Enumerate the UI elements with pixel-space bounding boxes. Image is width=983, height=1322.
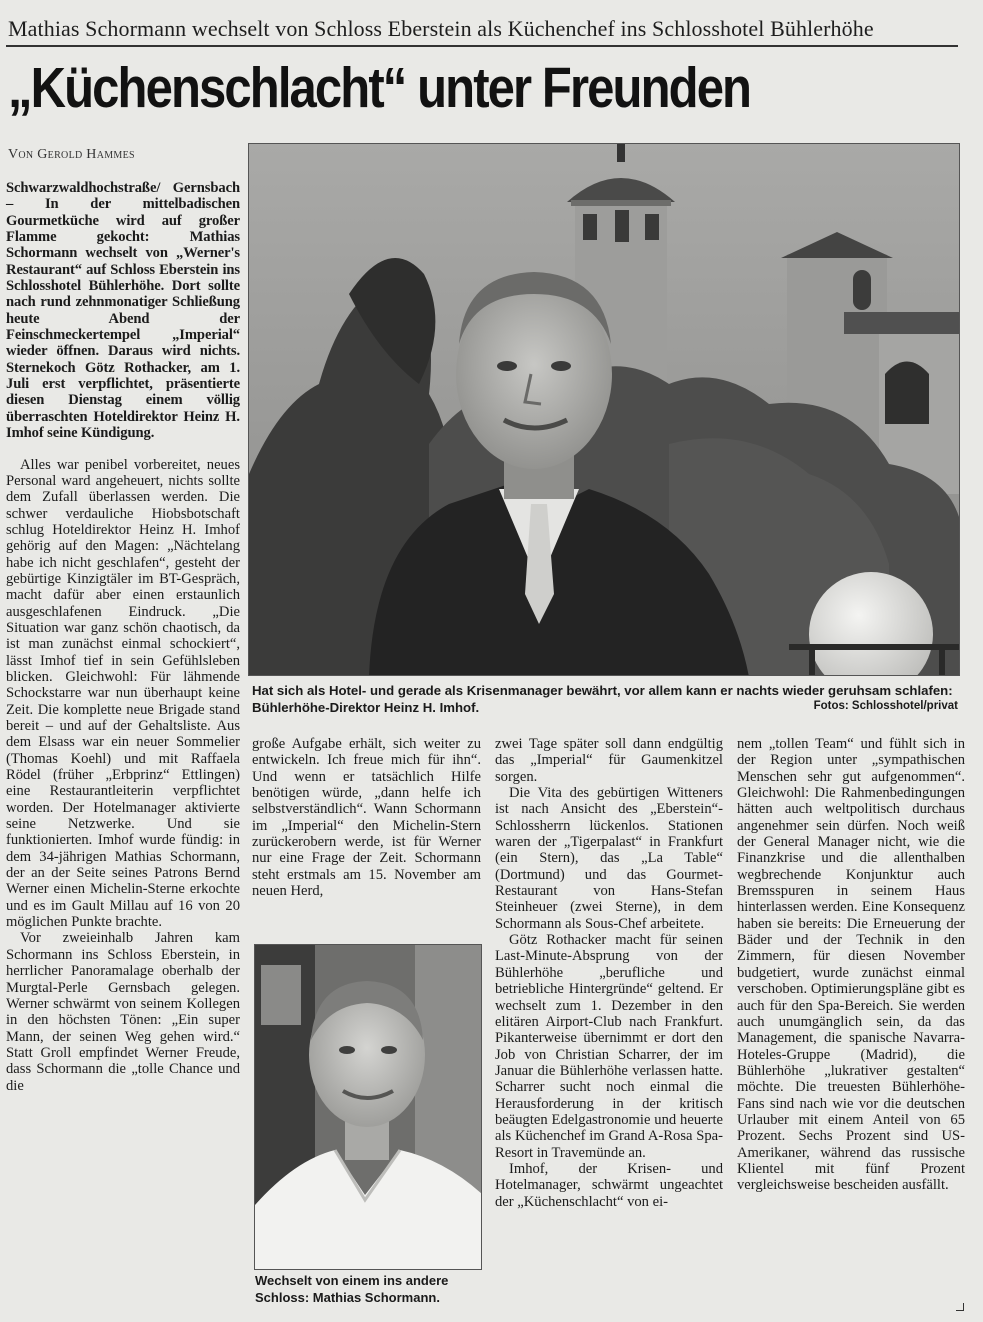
main-photo-caption: Hat sich als Hotel- und gerade als Krisenmanager bewährt, vor allem kann er nachts wieder geruhsam schlafen: Bühlerhöhe-Direktor Heinz H. Imhof. bbox=[252, 683, 953, 715]
main-photo-image bbox=[249, 144, 960, 676]
lead-paragraph: Schwarzwaldhochstraße/ Gernsbach – In der mittelbadischen Gourmetküche wird auf großer Flamme gekocht: Mathias Schormann wechselt von „Werner's Restaurant“ auf Schloss Eberstein ins Schlosshotel Bühlerhöhe. Dort sollte nach rund zehnmonatiger Schließung heute Abend der Feinschmeckertempel „Imperial“ wieder öffnen. Daraus wird nichts. Sternekoch Götz Rothacker, am 1. Juli erst verpflichtet, präsentierte diesen Dienstag einem völlig überraschten Hoteldirektor Heinz H. Imhof seine Kündigung. bbox=[6, 180, 240, 442]
end-mark bbox=[956, 1303, 964, 1311]
body-paragraph: große Aufgabe erhält, sich weiter zu entwickeln. Ich freue mich für ihn“. Und wenn er tatsächlich Hilfe benötigen würde, „dann helfe ich selbstverständlich“. Wann Schormann im „Imperial“ den Michelin-Stern zurückerobern werde, ist für Werner nur eine Frage der Zeit. Schormann steht erstmals am 15. November am neuen Herd, bbox=[252, 736, 481, 900]
small-photo-image bbox=[255, 945, 482, 1270]
main-photo-imhof bbox=[248, 143, 960, 676]
column-1 bbox=[6, 180, 240, 1094]
photo-credit: Fotos: Schlosshotel/privat bbox=[813, 700, 958, 712]
byline: Von Gerold Hammes bbox=[8, 147, 135, 162]
body-paragraph: Götz Rothacker macht für seinen Last-Minute-Absprung von der Bühlerhöhe „berufliche und betriebliche Hintergründe“ geltend. Er wechselt zum 1. Dezember in den elitären Airport-Club nach Frankfurt. Pikanterweise übernimmt er dort den Job von Christian Scharrer, der im Januar die Bühlerhöhe verlassen hatte. Scharrer sucht noch einmal die Herausforderung in der kritisch beäugten Edelgastronomie und heuerte als Küchenchef im Grand A-Rosa Spa-Resort in Travemünde an. bbox=[495, 932, 723, 1161]
body-paragraph: nem „tollen Team“ und fühlt sich in der Region unter „sympathischen Menschen sehr gut aufgenommen“. Gleichwohl: Die Rahmenbedingungen hätten auch weltpolitisch durchaus angenehmer sein dürfen. Noch weiß der General Manager nicht, wie die Finanzkrise und die allenthalben wegbrechende Konjunktur auch Bremsspuren in seinem Haus hinterlassen werden. Eine Konsequenz haben sie bereits: Die Erneuerung der Bäder und der Technik in den Zimmern, für diesen November budgetiert, wurde zunächst einmal verschoben. Optimierungspläne gibt es auch für den Spa-Bereich. Sie werden auch unumgänglich sein, da das Management, die spanische Navarra-Hoteles-Gruppe (Madrid), die Bühlerhöhe „lukrativer gestalten“ möchte. Die treuesten Bühlerhöhe-Fans sind nach wie vor die deutschen Urlauber mit einem Anteil von 65 Prozent. Sechs Prozent sind US-Amerikaner, während das russische Klientel mit fünf Prozent vergleichsweise bescheiden ausfällt. bbox=[737, 736, 965, 1194]
headline: „Küchenschlacht“ unter Freunden bbox=[8, 56, 751, 120]
body-paragraph: Alles war penibel vorbereitet, neues Personal ward angeheuert, nichts sollte dem Zufall überlassen werden. Die schwer verdauliche Hiobsbotschaft schlug Hoteldirektor Heinz H. Imhof gehörig auf den Magen: „Nächtelang habe ich nicht geschlafen“, gesteht der gebürtige Kinzigtäler im BT-Gespräch, macht dafür aber einen erstaunlich ausgeschlafenen Eindruck. „Die Situation war ganz schön chaotisch, da ist man zunächst einmal schockiert“, lässt Imhof tief in sein Gefühlsleben blicken. Gleichwohl: Für lähmende Schockstarre war nun überhaupt keine Zeit. Die komplette neue Brigade stand bereit – und auf der Gehaltsliste. Aus dem Elsass war ein neuer Sommelier (Thomas Koehl) und mit Raffaela Rödel (früher „Erbprinz“ Ettlingen) eine Restaurantleiterin verpflichtet worden. Der Hotelmanager aktivierte seine Netzwerke. Und sie funktionierten. Imhof wurde fündig: in dem 34-jährigen Mathias Schormann, der an der Seite seines Patrons Bernd Werner einen Michelin-Sterne erkochte und es im Gault Millau auf 16 von 20 möglichen Punkte brachte. bbox=[6, 456, 240, 931]
body-paragraph: Die Vita des gebürtigen Witteners ist nach Ansicht des „Eberstein“-Schlossherrn lückenlos. Stationen waren der „Tigerpalast“ in Frankfurt (ein Stern), das „La Table“ (Dortmund) und das Gourmet-Restaurant von Hans-Stefan Steinheuer (zwei Sterne), in dem Schormann als Sous-Chef arbeitete. bbox=[495, 785, 723, 932]
body-paragraph: Vor zweieinhalb Jahren kam Schormann ins Schloss Eberstein, in herrlicher Panoramalage oberhalb der Murgtal-Perle Gernsbach gelegen. Werner schwärmt von seinem Kollegen in den höchsten Tönen: „Ein super Mann, der seinen Weg gehen wird.“ Statt Groll empfindet Werner Freude, dass Schormann die „tolle Chance und die bbox=[6, 930, 240, 1094]
body-paragraph: Imhof, der Krisen- und Hotelmanager, schwärmt ungeachtet der „Küchenschlacht“ von ei- bbox=[495, 1160, 723, 1210]
column-2 bbox=[252, 736, 481, 899]
column-3 bbox=[495, 736, 723, 1210]
kicker-line: Mathias Schormann wechselt von Schloss Eberstein als Küchenchef ins Schlosshotel Bühlerhöhe bbox=[8, 16, 874, 41]
body-paragraph: zwei Tage später soll dann endgültig das „Imperial“ für Gaumenkitzel sorgen. bbox=[495, 736, 723, 785]
kicker-rule bbox=[6, 45, 958, 47]
column-4 bbox=[737, 736, 965, 1194]
small-photo-caption: Wechselt von einem ins andere Schloss: Mathias Schormann. bbox=[255, 1273, 449, 1305]
small-photo-schormann bbox=[254, 944, 482, 1270]
